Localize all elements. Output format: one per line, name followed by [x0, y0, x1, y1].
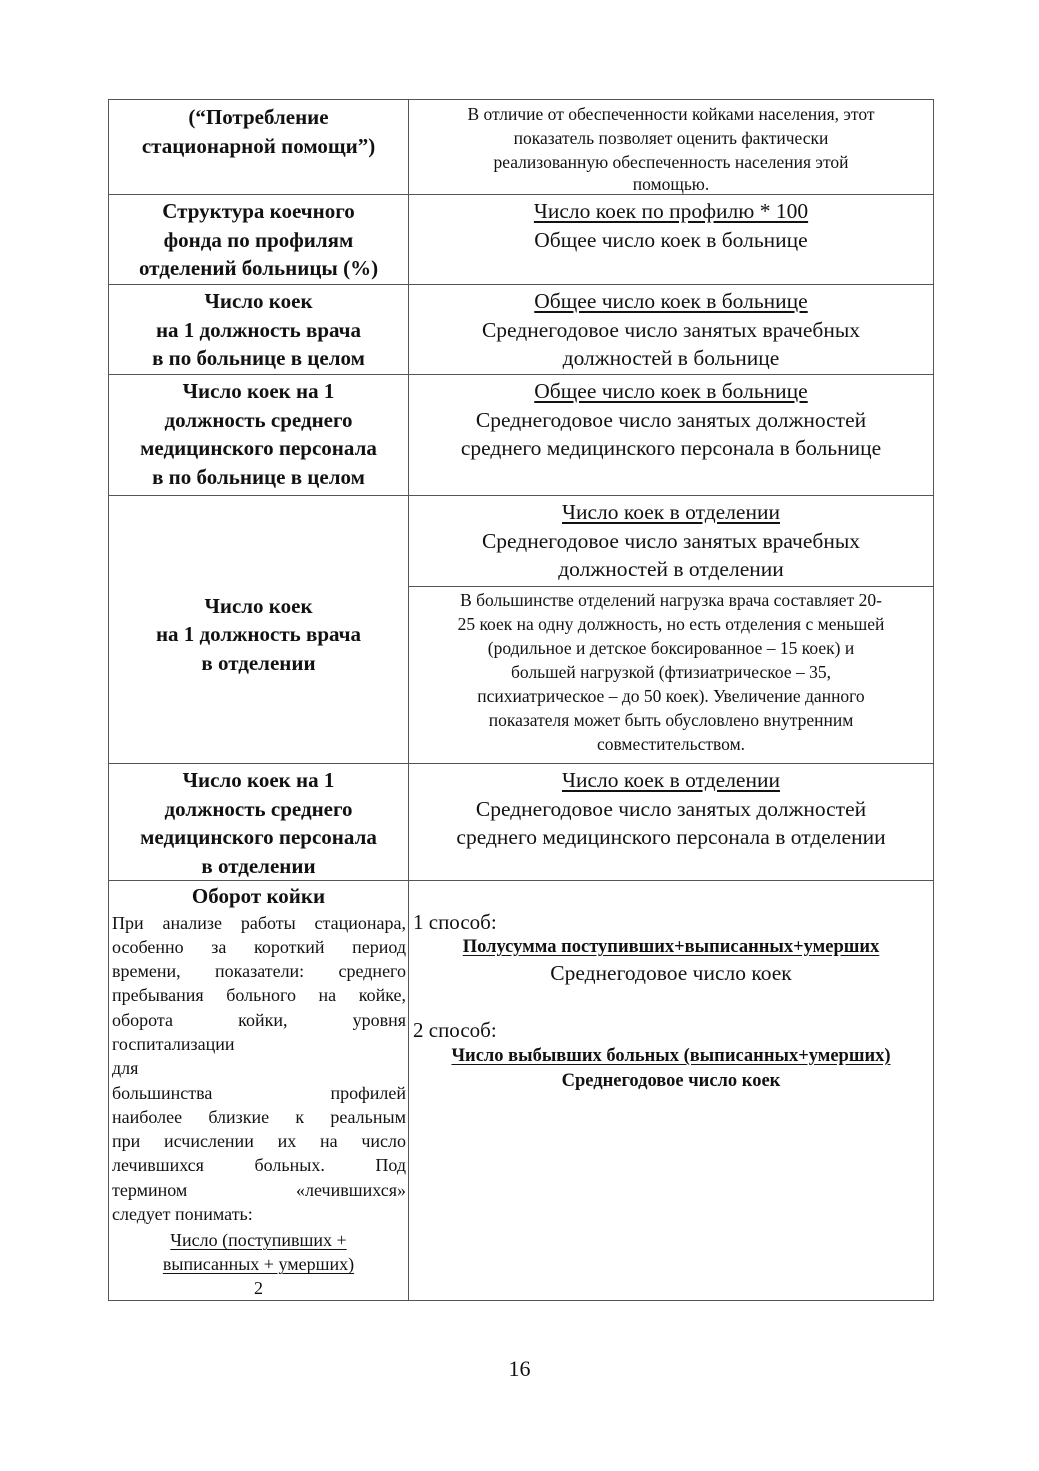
formula-denominator: должностей в больнице [562, 346, 780, 370]
term-line: на 1 должность врача [155, 317, 362, 342]
term-line: медицинского персонала [140, 825, 377, 849]
formula-denominator: Общее число коек в больнице [534, 227, 808, 252]
term-line: отделений больницы (%) [138, 256, 379, 280]
formula-cell [409, 285, 934, 375]
row-beds-per-nurse-hospital [109, 375, 934, 496]
note-line: В отличие от обеспеченности койками населения, этот [467, 104, 875, 124]
term-line: Число коек [204, 289, 313, 313]
method-2-denominator: Среднегодовое число коек [561, 1071, 781, 1091]
term-line: Число коек на 1 [182, 768, 335, 792]
term-line: медицинского персонала [140, 436, 377, 460]
term-line: (“Потребление [188, 105, 329, 129]
term-cell [109, 285, 409, 375]
formula-denominator: 2 [254, 1278, 263, 1299]
term-line: в отделении [201, 853, 316, 878]
formula-numerator-line: выписанных + умерших) [162, 1254, 355, 1275]
term-cell [109, 375, 409, 496]
note-line: реализованную обеспеченность населения этой [493, 152, 849, 172]
bed-turnover-paragraph [109, 911, 408, 1227]
paragraph-line: оборота койки, уровня [112, 1009, 406, 1030]
note-line: В большинстве отделений нагрузка врача составляет 20- [460, 590, 882, 610]
paragraph-line: следует понимать: [112, 1204, 253, 1225]
formula-numerator-line: Число (поступивших + [170, 1230, 347, 1251]
paragraph-line: лечившихся больных. Под [112, 1155, 406, 1176]
paragraph-line: наиболее близкие к реальным [112, 1106, 406, 1127]
method-2-numerator: Число выбывших больных (выписанных+умерших) [451, 1046, 891, 1066]
formula-numerator: Общее число коек в больнице [534, 379, 808, 403]
term-line: Структура коечного [162, 199, 355, 223]
note-line: показателя может быть обусловлено внутренним [488, 710, 854, 730]
formula-numerator: Число коек в отделении [562, 768, 780, 792]
formula-cell [409, 764, 934, 881]
row-beds-per-nurse-department [109, 764, 934, 881]
row-inpatient-care-consumption [109, 100, 934, 195]
formula-denominator: должностей в отделении [558, 557, 784, 581]
row-bed-fund-structure [109, 195, 934, 285]
treated-patients-formula [109, 1226, 408, 1300]
method-1-numerator: Полусумма поступивших+выписанных+умерших [462, 937, 880, 957]
term-line: в отделении [201, 650, 316, 675]
row-beds-per-doctor-department [109, 496, 934, 587]
note-line: (родильное и детское боксированное – 15 коек) и [487, 638, 855, 658]
term-cell [109, 100, 409, 195]
bed-turnover-methods-cell [409, 881, 934, 1301]
term-line: должность среднего [164, 407, 353, 432]
bed-turnover-cell [109, 881, 409, 1301]
paragraph-line: особенно за короткий период [112, 936, 406, 957]
formula-denominator: Среднегодовое число занятых должностей [475, 407, 867, 432]
note-line: психиатрическое – до 50 коек). Увеличение данного [477, 686, 865, 706]
term-line: Число коек на 1 [182, 379, 335, 403]
method-1-denominator: Среднегодовое число коек [550, 961, 792, 985]
formula-denominator: среднего медицинского персонала в больнице [460, 436, 882, 460]
paragraph-line: при исчислении их на число [112, 1131, 406, 1152]
note-line: 25 коек на одну должность, но есть отделения с меньшей [457, 614, 885, 634]
page-number: 16 [508, 1356, 531, 1381]
formula-cell [409, 375, 934, 496]
term-line: на 1 должность врача [155, 622, 362, 647]
bed-turnover-title: Оборот койки [191, 884, 326, 908]
paragraph-line: пребывания больного на койке, [112, 985, 406, 1006]
row-bed-turnover [109, 881, 934, 1301]
note-cell [409, 100, 934, 195]
formula-denominator: Среднегодовое число занятых врачебных [481, 528, 861, 553]
method-1-label: 1 способ: [413, 910, 497, 934]
note-line: показатель позволяет оценить фактически [513, 128, 829, 148]
term-cell [109, 496, 409, 764]
indicators-table [108, 99, 934, 1301]
formula-denominator: среднего медицинского персонала в отделении [456, 825, 886, 849]
note-line: помощью. [632, 174, 710, 194]
paragraph-line: времени, показатели: среднего [112, 961, 406, 982]
term-line: Число коек [204, 593, 313, 618]
term-line: в по больнице в целом [152, 464, 365, 489]
term-cell [109, 195, 409, 285]
note-line: совместительством. [596, 734, 746, 754]
term-line: должность среднего [164, 796, 353, 821]
term-line: стационарной помощи”) [141, 133, 376, 158]
paragraph-line: большинства профилей [112, 1082, 406, 1103]
formula-numerator: Общее число коек в больнице [534, 289, 808, 313]
formula-cell [409, 195, 934, 285]
row-beds-per-doctor-hospital [109, 285, 934, 375]
paragraph-line: госпитализации для [112, 1033, 235, 1079]
formula-denominator: Среднегодовое число занятых должностей [475, 796, 867, 821]
method-2-label: 2 способ: [413, 1018, 497, 1042]
paragraph-line: При анализе работы стационара, [112, 912, 406, 933]
paragraph-line: термином «лечившихся» [112, 1179, 406, 1200]
formula-numerator: Число коек в отделении [562, 500, 780, 524]
note-cell [409, 587, 934, 764]
term-cell [109, 764, 409, 881]
term-line: фонда по профилям [163, 227, 354, 252]
formula-denominator: Среднегодовое число занятых врачебных [481, 317, 861, 342]
formula-numerator: Число коек по профилю * 100 [533, 199, 809, 223]
term-line: в по больнице в целом [152, 346, 365, 370]
formula-cell [409, 496, 934, 587]
note-line: большей нагрузкой (фтизиатрическое – 35, [511, 662, 831, 682]
